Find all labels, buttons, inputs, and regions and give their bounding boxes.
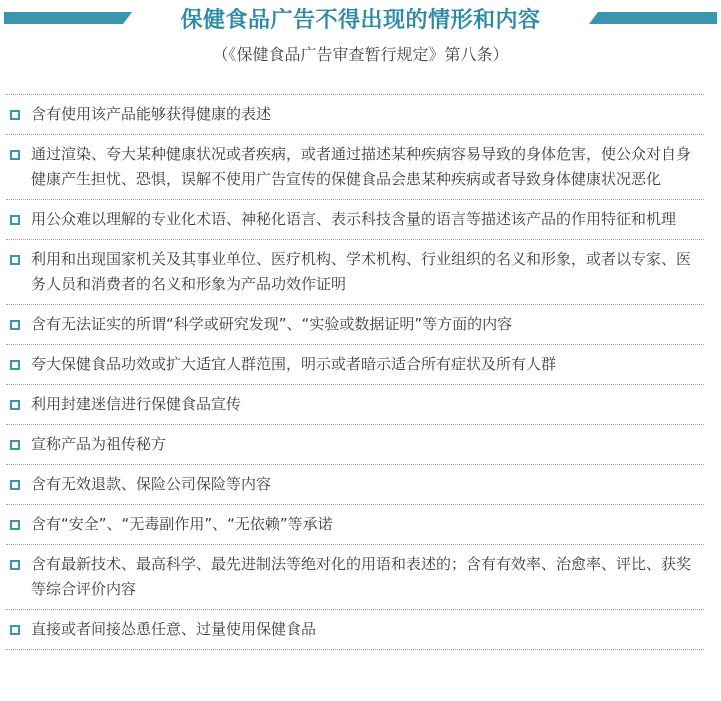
list-item xyxy=(6,385,704,425)
list-item-text: 夸大保健食品功效或扩大适宜人群范围，明示或者暗示适合所有症状及所有人群 xyxy=(31,355,557,373)
list-item-text: 宣称产品为祖传秘方 xyxy=(31,435,167,453)
list-item xyxy=(6,610,704,650)
list-item xyxy=(6,465,704,505)
square-bullet-icon xyxy=(10,360,20,370)
square-bullet-icon xyxy=(10,440,20,450)
square-bullet-icon xyxy=(10,150,20,160)
list-item xyxy=(6,425,704,465)
list-item xyxy=(6,545,704,610)
square-bullet-icon xyxy=(10,480,20,490)
list-item-text: 直接或者间接怂恿任意、过量使用保健食品 xyxy=(31,620,317,638)
rules-list xyxy=(6,94,704,650)
square-bullet-icon xyxy=(10,320,20,330)
header-left-accent-bar xyxy=(4,12,132,24)
list-item-text: 含有“安全”、“无毒副作用”、“无依赖”等承诺 xyxy=(31,515,333,533)
list-item xyxy=(6,305,704,345)
header-right-accent-bar xyxy=(589,12,717,24)
list-item xyxy=(6,345,704,385)
page-subtitle: （《保健食品广告审查暂行规定》第八条） xyxy=(212,45,509,64)
list-item xyxy=(6,95,704,135)
list-item-text: 含有无法证实的所谓“科学或研究发现”、“实验或数据证明”等方面的内容 xyxy=(31,315,513,333)
square-bullet-icon xyxy=(10,400,20,410)
square-bullet-icon xyxy=(10,255,20,265)
square-bullet-icon xyxy=(10,520,20,530)
square-bullet-icon xyxy=(10,625,20,635)
page-title: 保健食品广告不得出现的情形和内容 xyxy=(180,8,541,33)
square-bullet-icon xyxy=(10,215,20,225)
header xyxy=(0,0,721,78)
list-item-text: 含有最新技术、最高科学、最先进制法等绝对化的用语和表述的；含有有效率、治愈率、评比、获奖等综合评价内容 xyxy=(31,555,692,598)
list-item xyxy=(6,240,704,305)
square-bullet-icon xyxy=(10,110,20,120)
list-item-text: 利用封建迷信进行保健食品宣传 xyxy=(31,395,242,413)
list-item-text: 通过渲染、夸大某种健康状况或者疾病，或者通过描述某种疾病容易导致的身体危害，使公众对自身健康产生担忧、恐惧，误解不使用广告宣传的保健食品会患某种疾病或者导致身体健康状况恶化 xyxy=(31,145,692,188)
square-bullet-icon xyxy=(10,560,20,570)
list-item-text: 用公众难以理解的专业化术语、神秘化语言、表示科技含量的语言等描述该产品的作用特征和机理 xyxy=(31,210,677,228)
list-item-text: 含有使用该产品能够获得健康的表述 xyxy=(31,105,272,123)
list-item-text: 利用和出现国家机关及其事业单位、医疗机构、学术机构、行业组织的名义和形象，或者以专家、医务人员和消费者的名义和形象为产品功效作证明 xyxy=(31,250,692,293)
list-item xyxy=(6,505,704,545)
list-item xyxy=(6,135,704,200)
list-item xyxy=(6,200,704,240)
list-item-text: 含有无效退款、保险公司保险等内容 xyxy=(31,475,272,493)
